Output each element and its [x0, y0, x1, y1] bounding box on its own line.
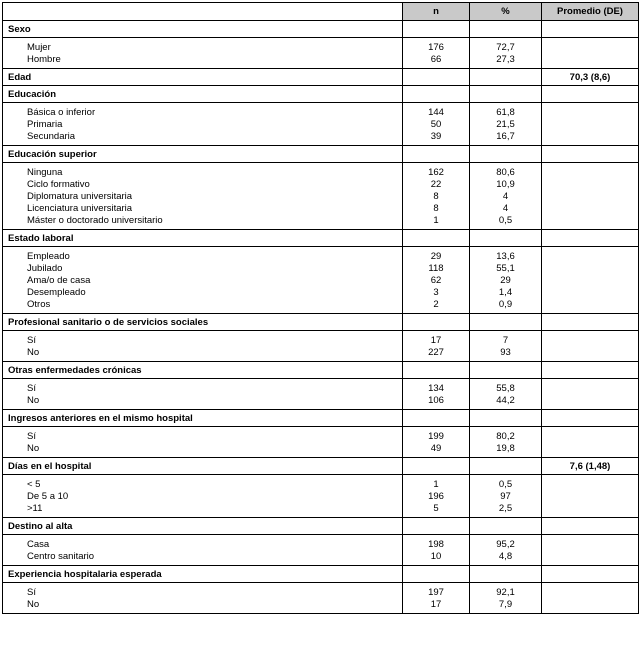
table-row: [3, 163, 639, 179]
table-row: [3, 427, 639, 443]
table-row: [3, 394, 639, 410]
row-n-value: 17: [403, 598, 470, 614]
row-n-value: 162: [403, 163, 470, 179]
table-row: [3, 286, 639, 298]
row-n-value: 134: [403, 379, 470, 395]
row-n-value: 1: [403, 214, 470, 230]
row-average-value: [542, 130, 639, 146]
section-average-value: [542, 410, 639, 427]
row-average-value: [542, 53, 639, 69]
section-title: Educación: [3, 86, 403, 103]
table-row: [3, 475, 639, 491]
table-row: [3, 550, 639, 566]
table-header: [3, 3, 639, 21]
section-average-value: [542, 314, 639, 331]
table-header-row: [3, 3, 639, 21]
section-average-value: [542, 230, 639, 247]
row-n-value: 5: [403, 502, 470, 518]
row-percent-value: 92,1: [470, 583, 542, 599]
section-n-value: [403, 230, 470, 247]
row-percent-value: 0,5: [470, 214, 542, 230]
row-percent-value: 0,5: [470, 475, 542, 491]
row-average-value: [542, 427, 639, 443]
row-label: Ama/o de casa: [3, 274, 403, 286]
row-percent-value: 0,9: [470, 298, 542, 314]
column-header-label: [3, 3, 403, 21]
table-body: [3, 21, 639, 614]
table-row: [3, 274, 639, 286]
table-row: [3, 583, 639, 599]
table-row: [3, 178, 639, 190]
row-average-value: [542, 202, 639, 214]
section-average-value: [542, 86, 639, 103]
section-title: Experiencia hospitalaria esperada: [3, 566, 403, 583]
section-title: Estado laboral: [3, 230, 403, 247]
row-percent-value: 16,7: [470, 130, 542, 146]
row-n-value: 29: [403, 247, 470, 263]
row-label: Máster o doctorado universitario: [3, 214, 403, 230]
table-row: [3, 38, 639, 54]
row-average-value: [542, 535, 639, 551]
table-row: [3, 442, 639, 458]
table-row: [3, 598, 639, 614]
section-average-value: 70,3 (8,6): [542, 69, 639, 86]
table-row: [3, 331, 639, 347]
row-percent-value: 55,8: [470, 379, 542, 395]
table-row: [3, 262, 639, 274]
column-header-average: Promedio (DE): [542, 3, 639, 21]
section-percent-value: [470, 458, 542, 475]
row-label: De 5 a 10: [3, 490, 403, 502]
table-row: [3, 202, 639, 214]
row-average-value: [542, 38, 639, 54]
row-percent-value: 44,2: [470, 394, 542, 410]
table-row: [3, 190, 639, 202]
section-title: Edad: [3, 69, 403, 86]
row-n-value: 198: [403, 535, 470, 551]
section-n-value: [403, 314, 470, 331]
row-percent-value: 61,8: [470, 103, 542, 119]
row-percent-value: 4,8: [470, 550, 542, 566]
row-label: Centro sanitario: [3, 550, 403, 566]
section-n-value: [403, 410, 470, 427]
row-percent-value: 13,6: [470, 247, 542, 263]
table-row: [3, 379, 639, 395]
row-average-value: [542, 190, 639, 202]
section-percent-value: [470, 21, 542, 38]
table-section-row: [3, 410, 639, 427]
section-average-value: 7,6 (1,48): [542, 458, 639, 475]
row-label: Desempleado: [3, 286, 403, 298]
table-section-row: [3, 86, 639, 103]
row-label: Jubilado: [3, 262, 403, 274]
row-percent-value: 4: [470, 202, 542, 214]
row-label: Otros: [3, 298, 403, 314]
section-title: Educación superior: [3, 146, 403, 163]
row-n-value: 39: [403, 130, 470, 146]
section-title: Sexo: [3, 21, 403, 38]
row-n-value: 49: [403, 442, 470, 458]
section-average-value: [542, 362, 639, 379]
row-label: Casa: [3, 535, 403, 551]
row-n-value: 196: [403, 490, 470, 502]
table-row: [3, 247, 639, 263]
table-section-row: [3, 518, 639, 535]
table-section-row: [3, 146, 639, 163]
section-average-value: [542, 518, 639, 535]
section-percent-value: [470, 362, 542, 379]
row-n-value: 22: [403, 178, 470, 190]
row-percent-value: 10,9: [470, 178, 542, 190]
row-percent-value: 97: [470, 490, 542, 502]
row-percent-value: 2,5: [470, 502, 542, 518]
row-percent-value: 55,1: [470, 262, 542, 274]
row-average-value: [542, 103, 639, 119]
column-header-percent: %: [470, 3, 542, 21]
row-average-value: [542, 346, 639, 362]
table-row: [3, 298, 639, 314]
row-average-value: [542, 331, 639, 347]
row-n-value: 62: [403, 274, 470, 286]
row-average-value: [542, 583, 639, 599]
row-percent-value: 7: [470, 331, 542, 347]
row-percent-value: 27,3: [470, 53, 542, 69]
section-n-value: [403, 458, 470, 475]
row-average-value: [542, 262, 639, 274]
section-average-value: [542, 146, 639, 163]
section-title: Otras enfermedades crónicas: [3, 362, 403, 379]
row-percent-value: 1,4: [470, 286, 542, 298]
section-average-value: [542, 21, 639, 38]
row-percent-value: 4: [470, 190, 542, 202]
row-n-value: 118: [403, 262, 470, 274]
section-percent-value: [470, 314, 542, 331]
row-average-value: [542, 118, 639, 130]
row-n-value: 2: [403, 298, 470, 314]
row-percent-value: 7,9: [470, 598, 542, 614]
row-label: Sí: [3, 427, 403, 443]
row-percent-value: 72,7: [470, 38, 542, 54]
row-label: No: [3, 394, 403, 410]
row-label: Primaria: [3, 118, 403, 130]
table-section-row: [3, 362, 639, 379]
section-percent-value: [470, 410, 542, 427]
row-label: Básica o inferior: [3, 103, 403, 119]
row-n-value: 176: [403, 38, 470, 54]
row-average-value: [542, 274, 639, 286]
row-label: No: [3, 346, 403, 362]
row-label: Empleado: [3, 247, 403, 263]
row-average-value: [542, 550, 639, 566]
table-section-row: [3, 69, 639, 86]
row-average-value: [542, 490, 639, 502]
table-section-row: [3, 21, 639, 38]
row-n-value: 17: [403, 331, 470, 347]
row-average-value: [542, 598, 639, 614]
row-n-value: 106: [403, 394, 470, 410]
section-n-value: [403, 566, 470, 583]
row-label: Diplomatura universitaria: [3, 190, 403, 202]
row-label: Hombre: [3, 53, 403, 69]
row-n-value: 144: [403, 103, 470, 119]
row-n-value: 3: [403, 286, 470, 298]
row-n-value: 50: [403, 118, 470, 130]
row-label: Mujer: [3, 38, 403, 54]
row-percent-value: 80,6: [470, 163, 542, 179]
table-row: [3, 490, 639, 502]
table-row: [3, 502, 639, 518]
row-label: Sí: [3, 331, 403, 347]
row-average-value: [542, 286, 639, 298]
section-percent-value: [470, 146, 542, 163]
row-n-value: 199: [403, 427, 470, 443]
section-percent-value: [470, 230, 542, 247]
section-percent-value: [470, 518, 542, 535]
table-row: [3, 535, 639, 551]
row-label: Ciclo formativo: [3, 178, 403, 190]
row-percent-value: 93: [470, 346, 542, 362]
table-row: [3, 214, 639, 230]
section-n-value: [403, 362, 470, 379]
table-row: [3, 118, 639, 130]
row-label: No: [3, 598, 403, 614]
row-percent-value: 29: [470, 274, 542, 286]
row-label: No: [3, 442, 403, 458]
row-label: Ninguna: [3, 163, 403, 179]
row-label: Licenciatura universitaria: [3, 202, 403, 214]
row-average-value: [542, 475, 639, 491]
row-average-value: [542, 442, 639, 458]
row-percent-value: 80,2: [470, 427, 542, 443]
column-header-n: n: [403, 3, 470, 21]
section-n-value: [403, 518, 470, 535]
row-average-value: [542, 247, 639, 263]
table-section-row: [3, 230, 639, 247]
section-title: Días en el hospital: [3, 458, 403, 475]
row-average-value: [542, 502, 639, 518]
row-percent-value: 21,5: [470, 118, 542, 130]
table-row: [3, 53, 639, 69]
section-percent-value: [470, 69, 542, 86]
row-average-value: [542, 214, 639, 230]
row-average-value: [542, 379, 639, 395]
row-n-value: 66: [403, 53, 470, 69]
section-n-value: [403, 86, 470, 103]
table-row: [3, 346, 639, 362]
table-section-row: [3, 566, 639, 583]
row-n-value: 10: [403, 550, 470, 566]
section-percent-value: [470, 86, 542, 103]
section-title: Ingresos anteriores en el mismo hospital: [3, 410, 403, 427]
row-percent-value: 95,2: [470, 535, 542, 551]
row-average-value: [542, 298, 639, 314]
row-label: Sí: [3, 379, 403, 395]
table-row: [3, 103, 639, 119]
section-n-value: [403, 146, 470, 163]
section-n-value: [403, 21, 470, 38]
section-average-value: [542, 566, 639, 583]
table-section-row: [3, 458, 639, 475]
section-percent-value: [470, 566, 542, 583]
row-n-value: 8: [403, 202, 470, 214]
row-average-value: [542, 163, 639, 179]
row-label: Sí: [3, 583, 403, 599]
row-average-value: [542, 178, 639, 190]
row-n-value: 1: [403, 475, 470, 491]
row-label: < 5: [3, 475, 403, 491]
row-average-value: [542, 394, 639, 410]
row-label: >11: [3, 502, 403, 518]
row-percent-value: 19,8: [470, 442, 542, 458]
row-n-value: 197: [403, 583, 470, 599]
table-section-row: [3, 314, 639, 331]
table-row: [3, 130, 639, 146]
section-n-value: [403, 69, 470, 86]
row-n-value: 8: [403, 190, 470, 202]
characteristics-table: [2, 2, 639, 614]
section-title: Destino al alta: [3, 518, 403, 535]
section-title: Profesional sanitario o de servicios sociales: [3, 314, 403, 331]
row-label: Secundaria: [3, 130, 403, 146]
row-n-value: 227: [403, 346, 470, 362]
